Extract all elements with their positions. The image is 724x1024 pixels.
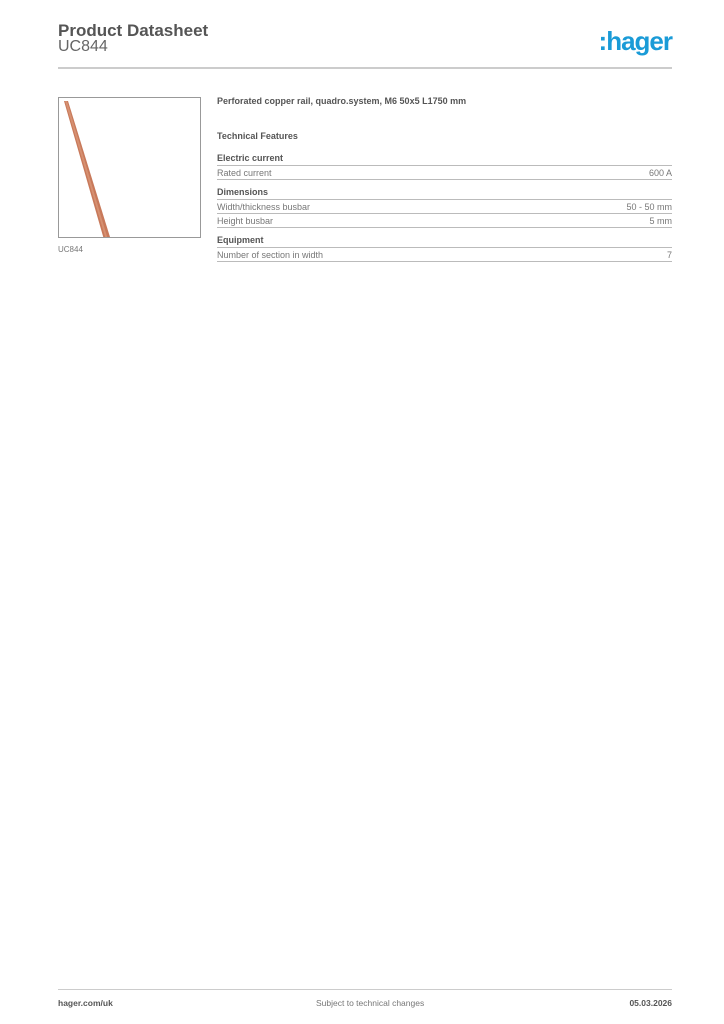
page-title: Product Datasheet [58,21,209,40]
feature-row [217,166,672,180]
feature-label: Number of section in width [217,249,324,260]
feature-value: 600 A [648,167,672,178]
product-code: UC844 [58,38,108,55]
feature-label: Height busbar [217,215,274,226]
feature-group-title: Dimensions [217,187,672,200]
feature-group-title: Electric current [217,153,672,166]
footer-notice: Subject to technical changes [316,998,425,1008]
copper-rail-image [59,98,201,238]
hager-logo: :hager [598,26,672,56]
image-caption: UC844 [58,245,83,254]
feature-value: 7 [666,249,672,260]
header-divider [58,67,672,69]
product-image [58,97,201,238]
technical-content [217,96,672,262]
footer-divider [58,989,672,990]
feature-value: 50 - 50 mm [626,201,672,212]
feature-group-title: Equipment [217,235,672,248]
product-description: Perforated copper rail, quadro.system, M6 50x5 L1750 mm [217,96,467,106]
feature-row [217,248,672,262]
feature-row [217,214,672,228]
feature-label: Rated current [217,167,272,178]
footer-website[interactable]: hager.com/uk [58,998,113,1008]
footer-date: 05.03.2026 [629,998,672,1008]
feature-label: Width/thickness busbar [217,201,311,212]
section-title: Technical Features [217,131,298,141]
feature-row [217,200,672,214]
feature-value: 5 mm [649,215,672,226]
